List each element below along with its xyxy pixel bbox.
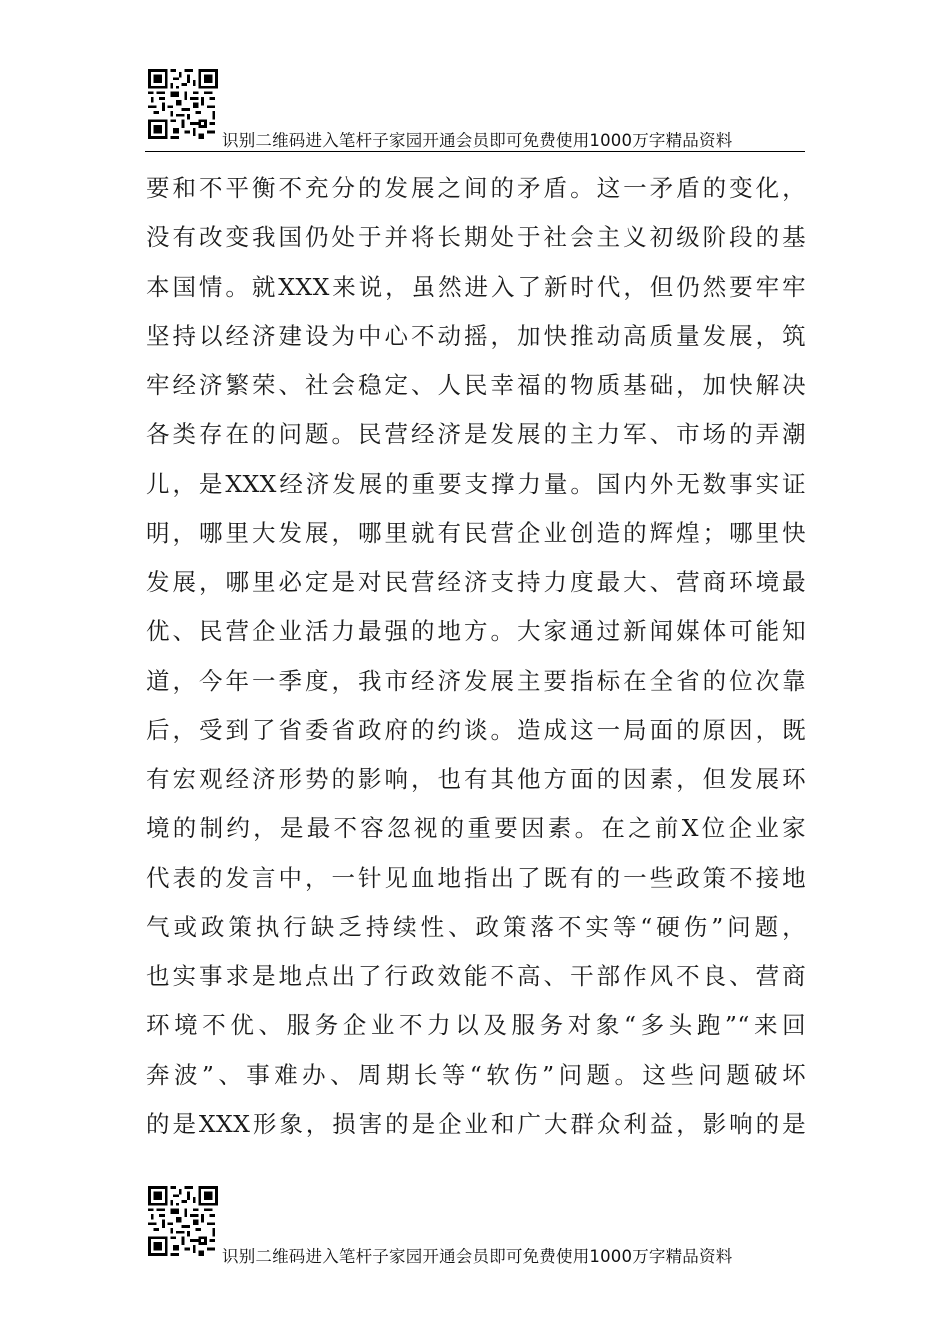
body-line: 要和不平衡不充分的发展之间的矛盾。这一矛盾的变化， bbox=[146, 174, 806, 202]
body-line: 环境不优、服务企业不力以及服务对象“多头跑”“来回 bbox=[146, 1011, 806, 1040]
body-line: 明，哪里大发展，哪里就有民营企业创造的辉煌；哪里快 bbox=[146, 518, 806, 547]
body-line: 境的制约，是最不容忽视的重要因素。在之前X位企业家 bbox=[146, 814, 806, 843]
qr-code-icon bbox=[146, 1186, 220, 1256]
body-line: 坚持以经济建设为中心不动摇，加快推动高质量发展，筑 bbox=[146, 321, 806, 350]
header-divider bbox=[145, 151, 805, 152]
body-line: 的是XXX形象，损害的是企业和广大群众利益，影响的是 bbox=[146, 1109, 806, 1138]
qr-code-icon bbox=[146, 69, 220, 139]
body-line: 代表的发言中，一针见血地指出了既有的一些政策不接地 bbox=[146, 863, 806, 892]
body-line: 后，受到了省委省政府的约谈。造成这一局面的原因，既 bbox=[146, 715, 806, 744]
body-line: 气或政策执行缺乏持续性、政策落不实等“硬伤”问题， bbox=[146, 912, 806, 941]
body-line: 发展，哪里必定是对民营经济支持力度最大、营商环境最 bbox=[146, 568, 806, 596]
body-line: 奔波”、事难办、周期长等“软伤”问题。这些问题破坏 bbox=[146, 1060, 806, 1089]
body-line: 道，今年一季度，我市经济发展主要指标在全省的位次靠 bbox=[146, 666, 806, 695]
body-line: 本国情。就XXX来说，虽然进入了新时代，但仍然要牢牢 bbox=[146, 272, 806, 301]
body-line: 儿，是XXX经济发展的重要支撑力量。国内外无数事实证 bbox=[146, 469, 806, 498]
body-line: 有宏观经济形势的影响，也有其他方面的因素，但发展环 bbox=[146, 765, 806, 793]
header-banner: 识别二维码进入笔杆子家园开通会员即可免费使用1000万字精品资料 bbox=[222, 131, 733, 150]
body-line: 牢经济繁荣、社会稳定、人民幸福的物质基础，加快解决 bbox=[146, 371, 806, 399]
body-line: 没有改变我国仍处于并将长期处于社会主义初级阶段的基 bbox=[146, 223, 806, 252]
footer-banner: 识别二维码进入笔杆子家园开通会员即可免费使用1000万字精品资料 bbox=[222, 1247, 733, 1266]
body-line: 优、民营企业活力最强的地方。大家通过新闻媒体可能知 bbox=[146, 617, 806, 646]
body-line: 各类存在的问题。民营经济是发展的主力军、市场的弄潮 bbox=[146, 420, 806, 449]
body-line: 也实事求是地点出了行政效能不高、干部作风不良、营商 bbox=[146, 962, 806, 990]
document-body bbox=[146, 164, 806, 1149]
